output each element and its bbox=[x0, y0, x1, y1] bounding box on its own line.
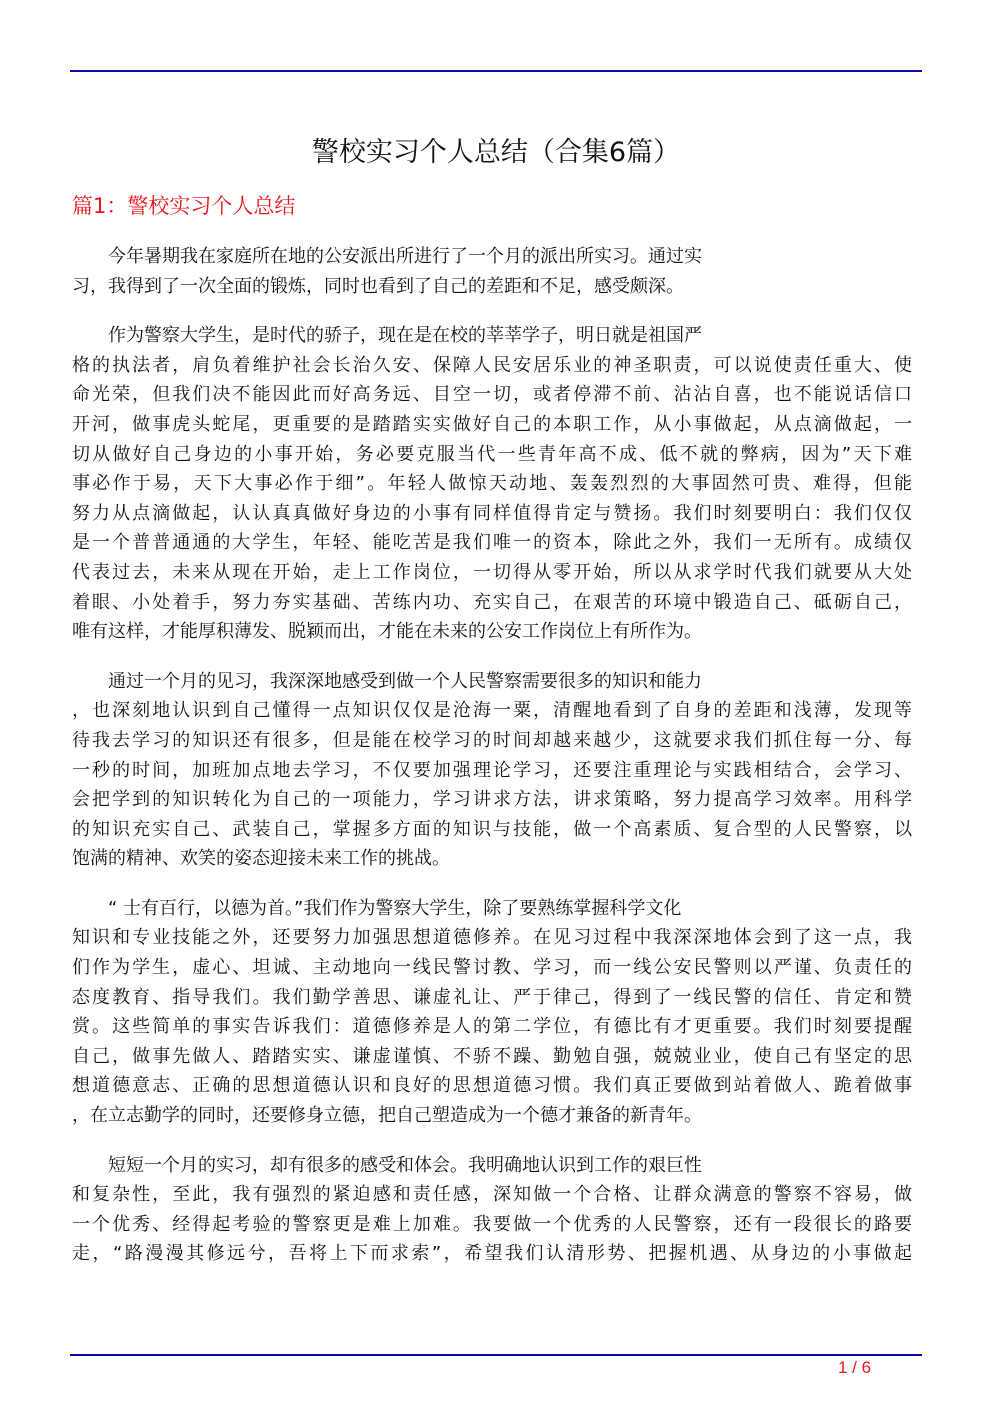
text-line: 格的执法者，肩负着维护社会长治久安、保障人民安居乐业的神圣职责，可以说使责任重大、使 bbox=[72, 354, 912, 376]
text-line: 作为警察大学生，是时代的骄子，现在是在校的莘莘学子，明日就是祖国严 bbox=[108, 325, 702, 347]
text-line: “ 士有百行，以德为首。”我们作为警察大学生，除了要熟练掌握科学文化 bbox=[108, 897, 682, 919]
text-line: 自己，做事先做人、踏踏实实、谦虚谨慎、不骄不躁、勤勉自强，兢兢业业，使自己有坚定的思 bbox=[72, 1045, 912, 1067]
text-line: 待我去学习的知识还有很多，但是能在校学习的时间却越来越少，这就要求我们抓住每一分、每 bbox=[72, 729, 912, 751]
text-line: 和复杂性，至此，我有强烈的紧迫感和责任感，深知做一个合格、让群众满意的警察不容易，做 bbox=[72, 1184, 912, 1206]
text-line: 代表过去，未来从现在开始，走上工作岗位，一切得从零开始，所以从求学时代我们就要从大处 bbox=[72, 561, 912, 583]
text-line: 习，我得到了一次全面的锻炼，同时也看到了自己的差距和不足，感受颇深。 bbox=[72, 275, 684, 297]
text-line: 切从做好自己身边的小事开始，务必要克服当代一些青年高不成、低不就的弊病，因为”天下难 bbox=[72, 443, 912, 465]
document-title: 警校实习个人总结（合集6篇） bbox=[311, 137, 681, 168]
text-line: 赏。这些简单的事实告诉我们：道德修养是人的第二学位，有德比有才更重要。我们时刻要提醒 bbox=[72, 1016, 912, 1038]
text-line: 短短一个月的实习，却有很多的感受和体会。我明确地认识到工作的艰巨性 bbox=[108, 1154, 702, 1176]
text-line: 知识和专业技能之外，还要努力加强思想道德修养。在见习过程中我深深地体会到了这一点，我 bbox=[72, 927, 912, 949]
text-line: 态度教育、指导我们。我们勤学善思、谦虚礼让、严于律己，得到了一线民警的信任、肯定和赞 bbox=[72, 986, 912, 1008]
footer-rule bbox=[70, 1354, 922, 1356]
paragraph bbox=[72, 667, 912, 874]
page-indicator: 1 / 6 bbox=[838, 1358, 872, 1377]
text-line: 饱满的精神、欢笑的姿态迎接未来工作的挑战。 bbox=[72, 848, 450, 870]
text-line: 事必作于易，天下大事必作于细”。年轻人做惊天动地、轰轰烈烈的大事固然可贵、难得，但能 bbox=[72, 473, 912, 495]
paragraph bbox=[72, 1151, 912, 1269]
text-line: 想道德意志、正确的思想道德认识和良好的思想道德习惯。我们真正要做到站着做人、跪着做事 bbox=[72, 1075, 912, 1097]
header-rule bbox=[70, 70, 922, 72]
paragraph bbox=[72, 242, 912, 301]
text-line: 们作为学生，虚心、坦诚、主动地向一线民警讨教、学习，而一线公安民警则以严谨、负责任的 bbox=[72, 957, 912, 979]
text-line: 的知识充实自己、武装自己，掌握多方面的知识与技能，做一个高素质、复合型的人民警察，以 bbox=[72, 818, 912, 840]
text-line: 努力从点滴做起，认认真真做好身边的小事有同样值得肯定与赞扬。我们时刻要明白：我们仅仅 bbox=[72, 502, 912, 524]
document-body bbox=[72, 242, 912, 1289]
paragraph bbox=[72, 894, 912, 1131]
text-line: 会把学到的知识转化为自己的一项能力，学习讲求方法，讲求策略，努力提高学习效率。用科学 bbox=[72, 789, 912, 811]
paragraph bbox=[72, 321, 912, 647]
text-line: 一个优秀、经得起考验的警察更是难上加难。我要做一个优秀的人民警察，还有一段很长的路要 bbox=[72, 1213, 912, 1235]
text-line: 是一个普普通通的大学生，年轻、能吃苦是我们唯一的资本，除此之外，我们一无所有。成绩仅 bbox=[72, 532, 912, 554]
text-line: 通过一个月的见习，我深深地感受到做一个人民警察需要很多的知识和能力 bbox=[108, 670, 702, 692]
text-line: 命光荣，但我们决不能因此而好高务远、目空一切，或者停滞不前、沾沾自喜，也不能说话信口 bbox=[72, 384, 912, 406]
text-line: 走，“路漫漫其修远兮，吾将上下而求索”，希望我们认清形势、把握机遇、从身边的小事做起 bbox=[72, 1243, 912, 1265]
text-line: 开河，做事虎头蛇尾，更重要的是踏踏实实做好自己的本职工作，从小事做起，从点滴做起，一 bbox=[72, 413, 912, 435]
text-line: ，也深刻地认识到自己懂得一点知识仅仅是沧海一粟，清醒地看到了自身的差距和浅薄，发现等 bbox=[72, 700, 912, 722]
text-line: 着眼、小处着手，努力夯实基础、苦练内功、充实自己，在艰苦的环境中锻造自己、砥砺自己， bbox=[72, 591, 912, 613]
section-heading: 篇1：警校实习个人总结 bbox=[72, 194, 296, 218]
text-line: 今年暑期我在家庭所在地的公安派出所进行了一个月的派出所实习。通过实 bbox=[108, 246, 702, 267]
text-line: 唯有这样，才能厚积薄发、脱颖而出，才能在未来的公安工作岗位上有所作为。 bbox=[72, 621, 702, 643]
text-line: ，在立志勤学的同时，还要修身立德，把自己塑造成为一个德才兼备的新青年。 bbox=[72, 1105, 702, 1127]
text-line: 一秒的时间，加班加点地去学习，不仅要加强理论学习，还要注重理论与实践相结合，会学习、 bbox=[72, 759, 912, 781]
